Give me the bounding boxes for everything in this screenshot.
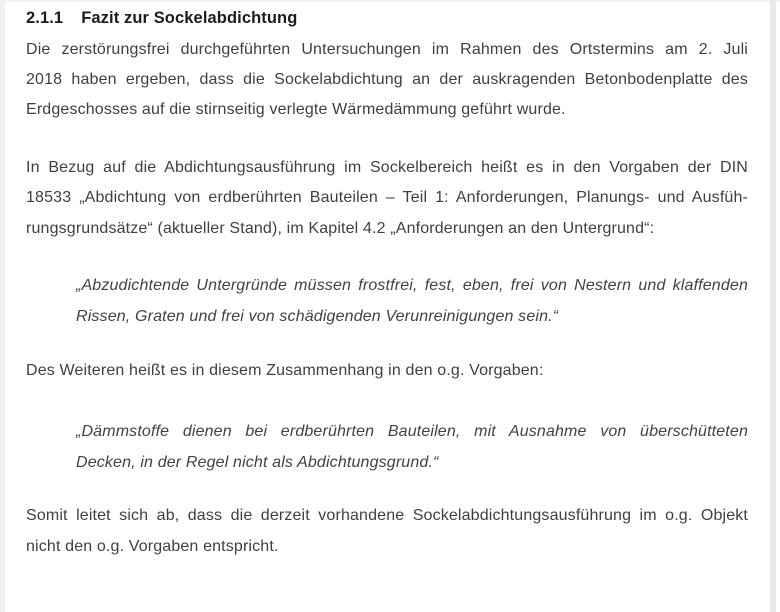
blockquote1-line: „Abzudichtende Untergründe müssen frostfrei, fest, eben, frei von Nestern und klaffenden (76, 277, 748, 294)
heading-number: 2.1.1 (26, 9, 64, 27)
scan-edge-right (770, 0, 776, 612)
scan-edge-top (0, 0, 780, 2)
blockquote1-line: Rissen, Graten und frei von schädigenden Verunreinigungen sein.“ (76, 308, 559, 325)
blockquote2-line: Decken, in der Regel nicht als Abdichtungsgrund.“ (76, 454, 439, 471)
connector-sentence: Des Weiteren heißt es in diesem Zusammenhang in den o.g. Vorgaben: (26, 362, 544, 379)
section-heading (26, 7, 297, 29)
paragraph3-line: Somit leitet sich ab, dass die derzeit vorhandene Sockelabdichtungsausführung im o.g. Objekt (26, 507, 748, 524)
paragraph1-line: Die zerstörungsfrei durchgeführten Untersuchungen im Rahmen des Ortstermins am 2. Juli (26, 41, 748, 58)
paragraph2-line: 18533 „Abdichtung von erdberührten Bauteilen – Teil 1: Anforderungen, Planungs- und Ausfüh- (26, 189, 748, 206)
paragraph1-line: 2018 haben ergeben, dass die Sockelabdichtung an der auskragenden Betonbodenplatte des (26, 71, 748, 88)
scan-edge-left (0, 0, 5, 612)
paragraph2-line: rungsgrundsätze“ (aktueller Stand), im Kapitel 4.2 „Anforderungen an den Untergrund“: (26, 220, 655, 237)
paragraph1-line: Erdgeschosses auf die stirnseitig verlegte Wärmedämmung geführt wurde. (26, 101, 566, 118)
paragraph2-line: In Bezug auf die Abdichtungsausführung im Sockelbereich heißt es in den Vorgaben der DIN (26, 159, 748, 176)
heading-title: Fazit zur Sockelabdichtung (81, 9, 298, 27)
blockquote2-line: „Dämmstoffe dienen bei erdberührten Bauteilen, mit Ausnahme von überschütteten (76, 423, 748, 440)
paragraph3-line: nicht den o.g. Vorgaben entspricht. (26, 538, 279, 555)
